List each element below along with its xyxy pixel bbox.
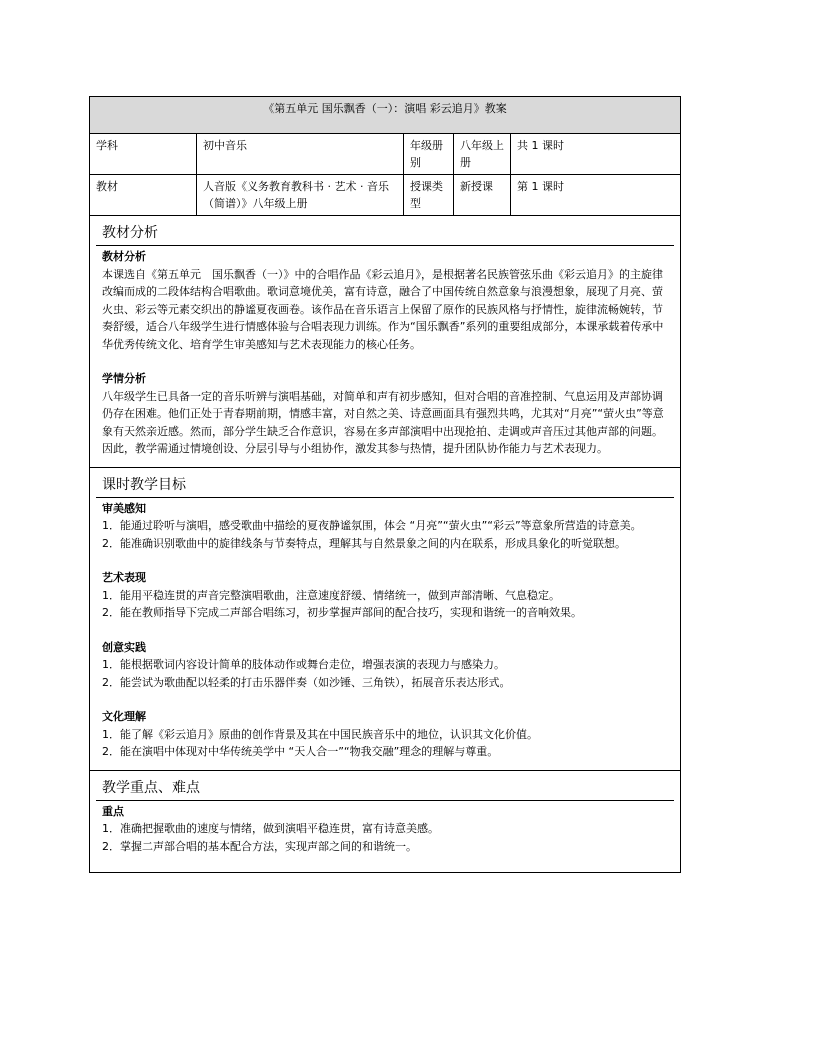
textbook-analysis-paragraph: 本课选自《第五单元 国乐飘香（一）》中的合唱作品《彩云追月》，是根据著名民族管弦乐曲《彩云追月》的主旋律改编而成的二段体结构合唱歌曲。歌词意境优美，富有诗意，融合了中国传统自然意象与浪漫想象，展现了月亮、萤火虫、彩云等元素交织出的静谧夏夜画卷。该作品在音乐语言上保留了原作的民族风格与抒情性，旋律流畅婉转，节奏舒缓，适合八年级学生进行情感体验与合唱表现力训练。作为“国乐飘香”系列的重要组成部分，本课承载着传承中华优秀传统文化、培育学生审美感知与艺术表现能力的核心任务。	[102, 267, 664, 351]
section-heading: 课时教学目标	[102, 476, 186, 493]
lesson-plan-table	[89, 96, 681, 873]
document-title: 《第五单元 国乐飘香（一）：演唱 彩云追月》教案	[90, 97, 681, 134]
objective-group-title: 审美感知	[102, 501, 146, 515]
objective-item: 2．能准确识别歌曲中的旋律线条与节奏特点，理解其与自然景象之间的内在联系，形成具象化的听觉联想。	[102, 536, 626, 550]
grade-value: 八年级上册	[454, 134, 511, 175]
spacer	[102, 353, 668, 370]
section-heading: 教材分析	[102, 225, 158, 241]
subject-label: 学科	[90, 134, 197, 175]
objective-item: 1．能根据歌词内容设计简单的肢体动作或舞台走位，增强表演的表现力与感染力。	[102, 658, 505, 671]
subject-value: 初中音乐	[197, 134, 404, 175]
objective-item: 2．能在教师指导下完成二声部合唱练习，初步掌握声部间的配合技巧，实现和谐统一的音响效果。	[102, 606, 582, 619]
grade-label: 年级册别	[404, 134, 454, 175]
subheading-key-points: 重点	[102, 804, 124, 818]
subheading-student-analysis: 学情分析	[102, 372, 146, 385]
key-points-section	[90, 770, 681, 873]
student-analysis-paragraph: 八年级学生已具备一定的音乐听辨与演唱基础，对简单和声有初步感知，但对合唱的音准控制、气息运用及声部协调仍存在困难。他们正处于青春期前期，情感丰富，对自然之美、诗意画面具有强烈共鸣，尤其对“月亮”“萤火虫”等意象有天然亲近感。然而，部分学生缺乏合作意识，容易在多声部演唱中出现抢拍、走调或声音压过其他声部的问题。因此，教学需通过情境创设、分层引导与小组协作，激发其参与热情，提升团队协作能力与艺术表现力。	[102, 389, 664, 455]
objective-item: 1．能了解《彩云追月》原曲的创作背景及其在中国民族音乐中的地位，认识其文化价值。	[102, 727, 538, 741]
total-periods: 共 1 课时	[511, 134, 681, 175]
spacer	[102, 622, 668, 639]
subheading-textbook-analysis: 教材分析	[102, 250, 146, 263]
objective-group-title: 创意实践	[102, 640, 146, 654]
objective-item: 2．能在演唱中体现对中华传统美学中 “天人合一”“物我交融”理念的理解与尊重。	[102, 745, 499, 758]
spacer	[102, 691, 668, 708]
lesson-type-label: 授课类型	[404, 175, 454, 216]
key-point-item: 1．准确把握歌曲的速度与情绪，做到演唱平稳连贯，富有诗意美感。	[102, 822, 439, 835]
objective-item: 2．能尝试为歌曲配以轻柔的打击乐器伴奏（如沙锤、三角铁），拓展音乐表达形式。	[102, 675, 511, 689]
section-heading: 教学重点、难点	[102, 779, 200, 796]
objective-item: 1．能用平稳连贯的声音完整演唱歌曲，注意速度舒缓、情绪统一，做到声部清晰、气息稳定。	[102, 588, 560, 602]
objective-item: 1．能通过聆听与演唱，感受歌曲中描绘的夏夜静谧氛围，体会 “月亮”“萤火虫”“彩云”等意象所营造的诗意美。	[102, 519, 642, 532]
material-value: 人音版《义务教育教科书 · 艺术 · 音乐（简谱）》八年级上册	[197, 175, 404, 216]
objective-group-title: 文化理解	[102, 710, 146, 723]
lesson-type-value: 新授课	[454, 175, 511, 216]
teaching-objectives-section	[90, 467, 681, 770]
key-point-item: 2．掌握二声部合唱的基本配合方法，实现声部之间的和谐统一。	[102, 839, 417, 853]
lesson-plan-document	[89, 96, 680, 873]
objective-group-title: 艺术表现	[102, 571, 146, 584]
period-number: 第 1 课时	[511, 175, 681, 216]
textbook-analysis-section	[90, 216, 681, 468]
spacer	[102, 552, 668, 569]
material-label: 教材	[90, 175, 197, 216]
